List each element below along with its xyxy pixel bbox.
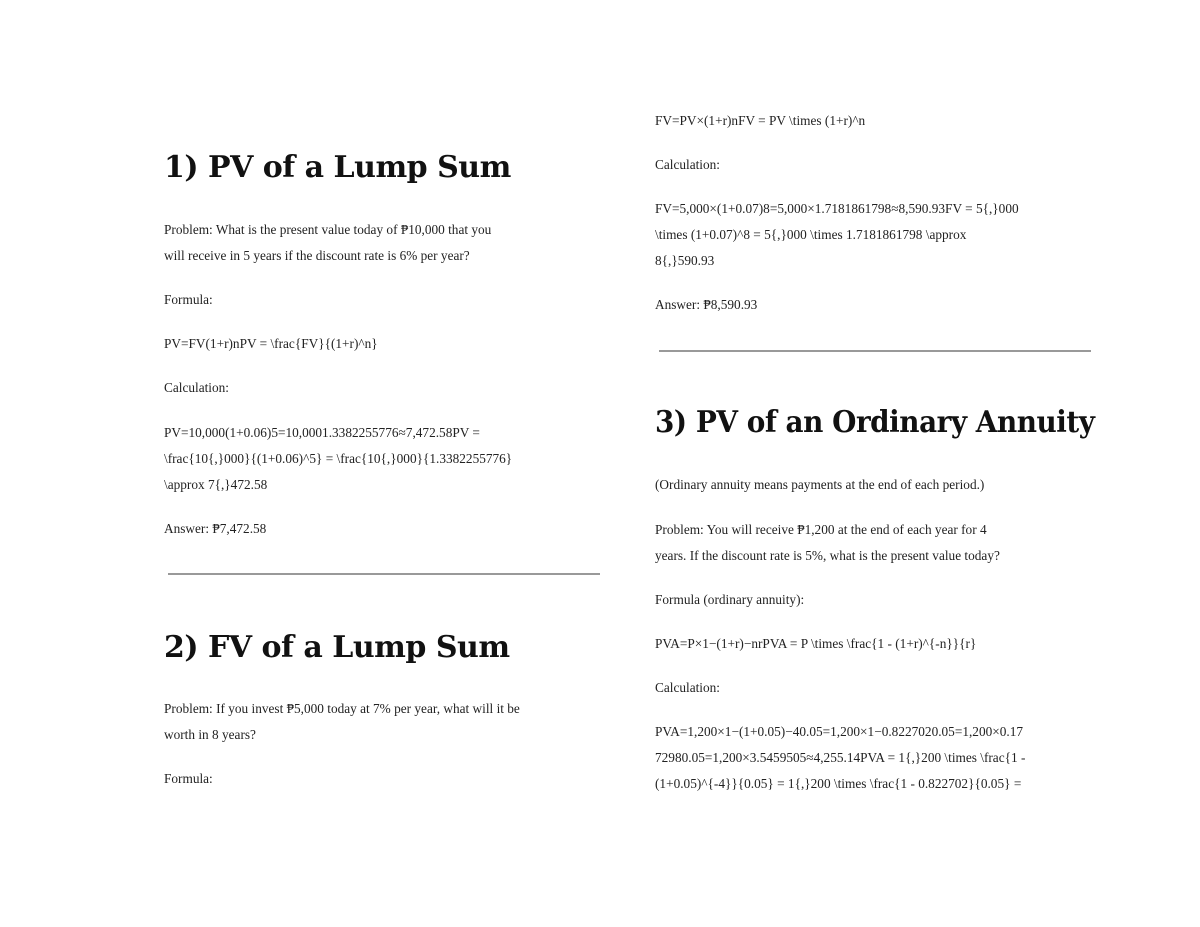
section2-heading: 2) FV of a Lump Sum: [164, 630, 510, 665]
section1-problem-line1: Problem: What is the present value today of ₱10,000 that you: [164, 222, 492, 237]
section3-note: (Ordinary annuity means payments at the end of each period.): [655, 477, 985, 492]
section3-formula: PVA=P×1−(1+r)−nrPVA = P \times \frac{1 - (1+r)^{-n}}{r}: [655, 636, 977, 651]
section3-calc-label: Calculation:: [655, 680, 720, 695]
section2-calc-label: Calculation:: [655, 157, 720, 172]
section1-heading: 1) PV of a Lump Sum: [164, 150, 511, 185]
section1-calc-line3: \approx 7{,}472.58: [164, 477, 268, 492]
section3-calc-line2: 72980.05=1,200×3.5459505≈4,255.14PVA = 1{,}200 \times \frac{1 -: [655, 750, 1026, 765]
section2-formula-label: Formula:: [164, 771, 213, 786]
section1-calc-line2: \frac{10{,}000}{(1+0.06)^5} = \frac{10{,}000}{1.3382255776}: [164, 451, 513, 466]
section2-problem-line1: Problem: If you invest ₱5,000 today at 7% per year, what will it be: [164, 701, 520, 716]
section3-calc-line1: PVA=1,200×1−(1+0.05)−40.05=1,200×1−0.8227020.05=1,200×0.17: [655, 724, 1024, 739]
section2-formula: FV=PV×(1+r)nFV = PV \times (1+r)^n: [655, 113, 866, 128]
section-divider: [659, 350, 1091, 352]
section3-heading: 3) PV of an Ordinary Annuity: [655, 405, 1095, 440]
section3-problem-line2: years. If the discount rate is 5%, what is the present value today?: [655, 548, 1000, 563]
section2-problem-line2: worth in 8 years?: [164, 727, 256, 742]
section1-calc-line1: PV=10,000(1+0.06)5=10,0001.3382255776≈7,472.58PV =: [164, 425, 480, 440]
section3-formula-label: Formula (ordinary annuity):: [655, 592, 805, 607]
section3-problem-line1: Problem: You will receive ₱1,200 at the end of each year for 4: [655, 522, 987, 537]
section1-calc-label: Calculation:: [164, 380, 229, 395]
section3-calc-line3: (1+0.05)^{-4}}{0.05} = 1{,}200 \times \frac{1 - 0.822702}{0.05} =: [655, 776, 1022, 791]
section-divider: [168, 573, 600, 575]
section2-calc-line1: FV=5,000×(1+0.07)8=5,000×1.7181861798≈8,590.93FV = 5{,}000: [655, 201, 1019, 216]
section2-calc-line2: \times (1+0.07)^8 = 5{,}000 \times 1.7181861798 \approx: [655, 227, 967, 242]
section1-formula: PV=FV(1+r)nPV = \frac{FV}{(1+r)^n}: [164, 336, 378, 351]
section1-problem-line2: will receive in 5 years if the discount rate is 6% per year?: [164, 248, 470, 263]
section2-calc-line3: 8{,}590.93: [655, 253, 715, 268]
section2-answer: Answer: ₱8,590.93: [655, 297, 758, 312]
section1-formula-label: Formula:: [164, 292, 213, 307]
section1-answer: Answer: ₱7,472.58: [164, 521, 267, 536]
